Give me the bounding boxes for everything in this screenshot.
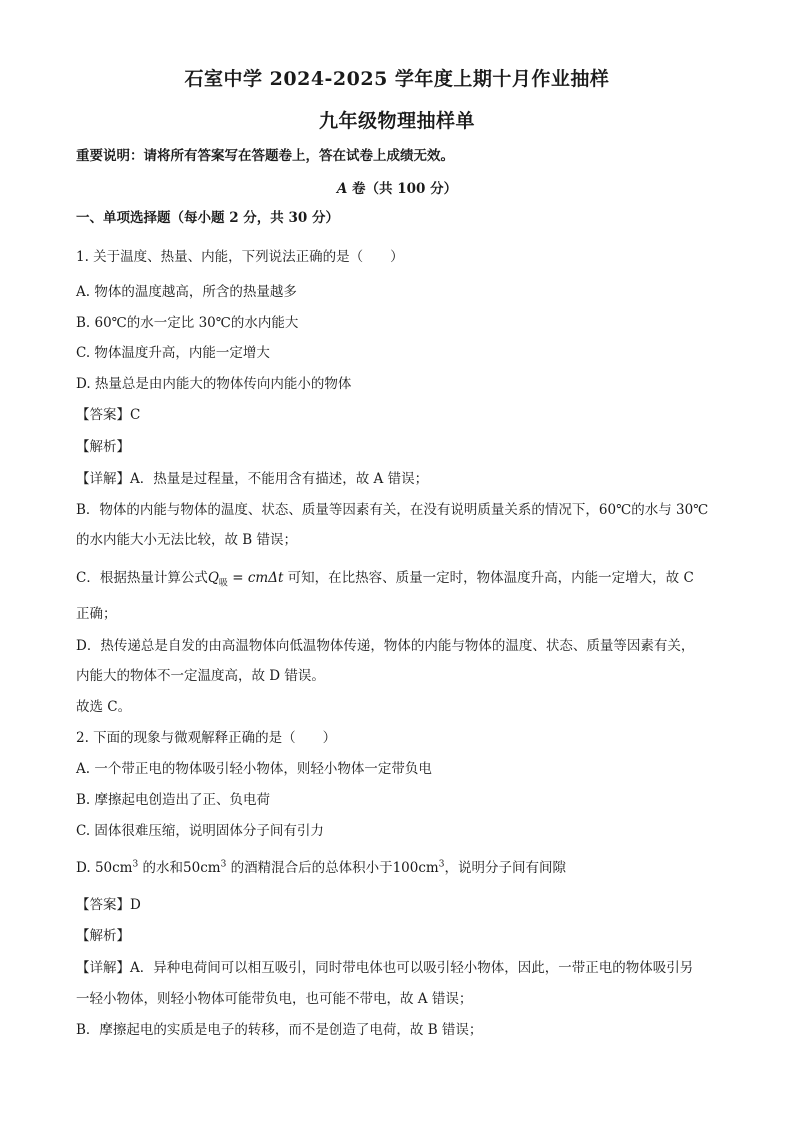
q2-analysis-label: 【解析】 [76, 928, 130, 944]
section-heading: 一、单项选择题（每小题 2 分，共 30 分） [76, 210, 339, 226]
q1-detail-b-2: 的水内能大小无法比较，故 B 错误； [76, 532, 298, 548]
q1-stem: 1. 关于温度、热量、内能，下列说法正确的是（ ） [76, 249, 404, 265]
volume-letter: A [336, 181, 348, 197]
q1-detail-d-1: D．热传递总是自发的由高温物体向低温物体传递，物体的内能与物体的温度、状态、质量等因素有关， [76, 638, 695, 654]
q1-option-c: C. 物体温度升高，内能一定增大 [76, 345, 270, 361]
q1-detail-c-post: 可知，在比热容、质量一定时，物体温度升高，内能一定增大，故 C [283, 570, 694, 586]
q2-stem: 2. 下面的现象与微观解释正确的是（ ） [76, 730, 337, 746]
q1-analysis-label: 【解析】 [76, 439, 130, 455]
q1-conclusion: 故选 C。 [76, 699, 132, 715]
q1-answer: 【答案】C [76, 407, 141, 423]
q2-detail-a-2: 一轻小物体，则轻小物体可能带负电，也可能不带电，故 A 错误； [76, 991, 473, 1007]
q2-option-d [76, 858, 734, 878]
q1-detail-a: 【详解】A．热量是过程量，不能用含有描述，故 A 错误； [76, 471, 429, 487]
q2-answer: 【答案】D [76, 897, 141, 913]
q2-option-d-pre: D. [76, 860, 95, 876]
q2-detail-a-1: 【详解】A．异种电荷间可以相互吸引，同时带电体也可以吸引轻小物体，因此，一带正电的物体吸引另 [76, 960, 694, 976]
volume-total: 100cm [392, 860, 439, 876]
document-title: 石室中学 2024-2025 学年度上期十月作业抽样 [184, 68, 610, 90]
important-notice: 重要说明：请将所有答案写在答题卷上，答在试卷上成绩无效。 [76, 148, 454, 164]
q1-detail-c-pre: C．根据热量计算公式 [76, 570, 208, 586]
q1-option-d: D. 热量总是由内能大的物体传向内能小的物体 [76, 376, 352, 392]
volume-total-exponent: 3 [438, 859, 445, 870]
volume-water: 50cm [94, 860, 133, 876]
volume-alcohol-exponent: 3 [220, 859, 227, 870]
q1-detail-c-2: 正确； [76, 606, 117, 622]
q2-detail-b: B．摩擦起电的实质是电子的转移，而不是创造了电荷，故 B 错误； [76, 1022, 483, 1038]
volume-alcohol: 50cm [183, 860, 221, 876]
q2-option-d-post: ，说明分子间有间隙 [444, 860, 566, 876]
volume-heading [0, 177, 794, 197]
heat-formula-subscript: 吸 [218, 578, 228, 589]
q2-option-c: C. 固体很难压缩，说明固体分子间有引力 [76, 823, 324, 839]
document-subtitle: 九年级物理抽样单 [318, 110, 475, 132]
q1-detail-b-1: B．物体的内能与物体的温度、状态、质量等因素有关，在没有说明质量关系的情况下，60℃的水与 30℃ [76, 502, 709, 518]
q2-option-b: B. 摩擦起电创造出了正、负电荷 [76, 792, 271, 808]
q1-detail-c-1 [76, 568, 734, 588]
q1-detail-d-2: 内能大的物体不一定温度高，故 D 错误。 [76, 668, 325, 684]
volume-heading-rest: 卷（共 100 分） [347, 181, 458, 197]
heat-formula-symbol: Q [207, 570, 219, 586]
q2-option-d-mid1: 的水和 [138, 860, 184, 876]
volume-water-exponent: 3 [132, 859, 139, 870]
q1-option-a: A. 物体的温度越高，所含的热量越多 [76, 284, 297, 300]
q2-option-a: A. 一个带正电的物体吸引轻小物体，则轻小物体一定带负电 [76, 761, 432, 777]
heat-formula-rest: = cmΔt [227, 570, 284, 586]
q1-option-b: B. 60℃的水一定比 30℃的水内能大 [76, 315, 299, 331]
q2-option-d-mid2: 的酒精混合后的总体积小于 [226, 860, 393, 876]
